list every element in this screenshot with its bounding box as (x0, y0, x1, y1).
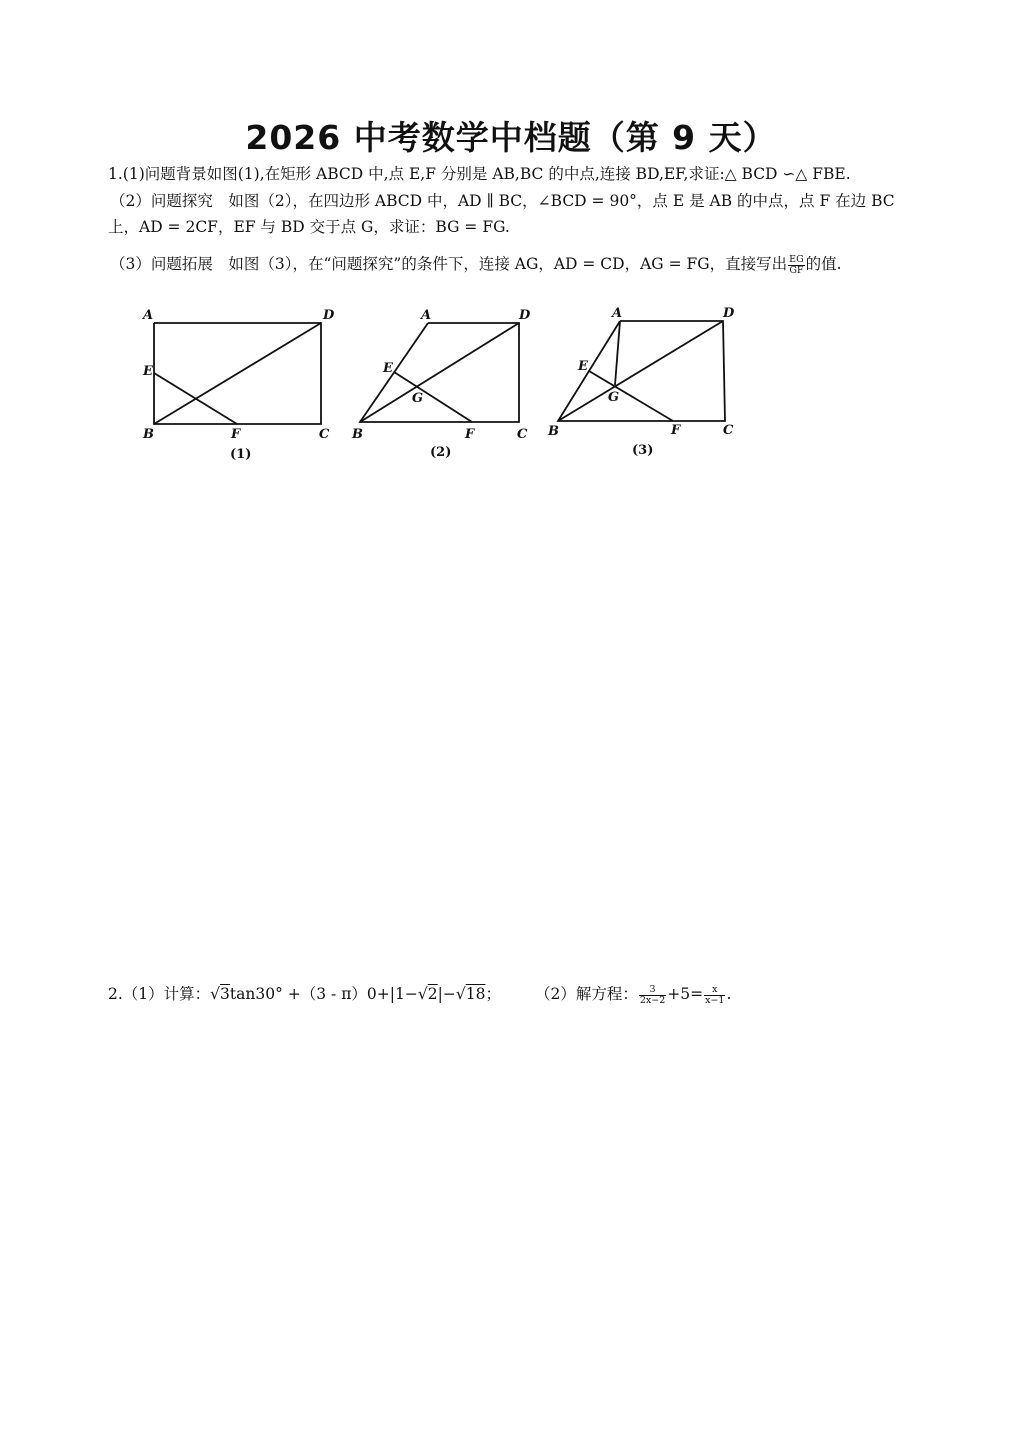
fig2-label-d: D (519, 308, 531, 323)
fig1-line-bd (154, 323, 321, 424)
page-title: 2026 中考数学中档题（第 9 天） (245, 118, 777, 157)
fig1-label-a: A (143, 308, 154, 323)
fig2-label-c: C (517, 427, 528, 442)
fig1-label-b: B (143, 427, 154, 442)
q1-line4-end: 的值. (805, 255, 842, 273)
fig1-caption: (1) (230, 447, 252, 462)
q2-part-a: tan30° +（3 - π）0+|1− (229, 985, 418, 1003)
q2-part-c: ； (485, 985, 501, 1003)
eg-gf-fraction: $\frac{EG}{GF}$ (789, 253, 804, 276)
fig3-line-ag (615, 321, 620, 385)
fig3-label-d: D (723, 306, 735, 321)
fig3-label-c: C (723, 423, 734, 438)
q2-part-b: |− (437, 985, 456, 1003)
fig2-label-e: E (383, 361, 393, 376)
fraction-3-over-2x-2: $\frac{3}{2x-2}$ (639, 983, 666, 1006)
fig3-line-ef (589, 371, 673, 421)
q1-line2: （2）问题探究 如图（2），在四边形 ABCD 中，AD ∥ BC，∠BCD = 90°，点 E 是 AB 的中点，点 F 在边 BC (110, 192, 895, 210)
fraction-x-over-x-1: $\frac{x}{x-1}$ (705, 983, 725, 1006)
fig3-label-e: E (578, 359, 588, 374)
geometry-figures (130, 296, 750, 466)
fig2-line-ef (394, 372, 472, 422)
q2-line: 2.（1）计算：√3tan30° +（3 - π）0+|1−√2|−√18； （2）解方程： $\frac{3}{2x-2}$ +5= $\frac{x}{x-1}$ . (108, 983, 732, 1006)
q1-line1: 1.(1)问题背景如图(1),在矩形 ABCD 中,点 E,F 分别是 AB,BC 的中点,连接 BD,EF,求证:△ BCD ∽△ FBE. (108, 165, 851, 183)
fig3-label-b: B (548, 424, 559, 439)
fig1-label-d: D (323, 308, 335, 323)
figures-svg (130, 296, 750, 466)
fig3-caption: (3) (632, 443, 654, 458)
fig2-label-a: A (421, 308, 432, 323)
fig2-label-g: G (412, 391, 424, 406)
q1-line4-text: （3）问题拓展 如图（3），在“问题探究”的条件下，连接 AG，AD = CD，AG = FG，直接写出 (110, 255, 788, 273)
q1-line3: 上，AD = 2CF，EF 与 BD 交于点 G，求证：BG = FG. (108, 218, 510, 236)
q2-part2: （2）解方程： (534, 985, 638, 1003)
fig1-label-f: F (231, 427, 241, 442)
q2-mid: +5= (667, 985, 704, 1003)
fig3-label-a: A (612, 306, 623, 321)
q2-prefix: 2.（1）计算： (108, 985, 211, 1003)
fig2-label-f: F (465, 427, 475, 442)
fig1-label-e: E (143, 364, 153, 379)
q2-sqrt18: 18 (465, 985, 486, 1003)
figure-1 (154, 323, 321, 424)
fig2-caption: (2) (430, 445, 452, 460)
q2-sqrt3: 3 (220, 985, 230, 1003)
fig2-label-b: B (352, 427, 363, 442)
fig3-label-f: F (671, 423, 681, 438)
fig3-label-g: G (608, 390, 620, 405)
q2-sqrt2: 2 (427, 985, 438, 1003)
q2-end: . (726, 985, 732, 1003)
q1-line4 (110, 254, 842, 276)
fig1-label-c: C (319, 427, 330, 442)
